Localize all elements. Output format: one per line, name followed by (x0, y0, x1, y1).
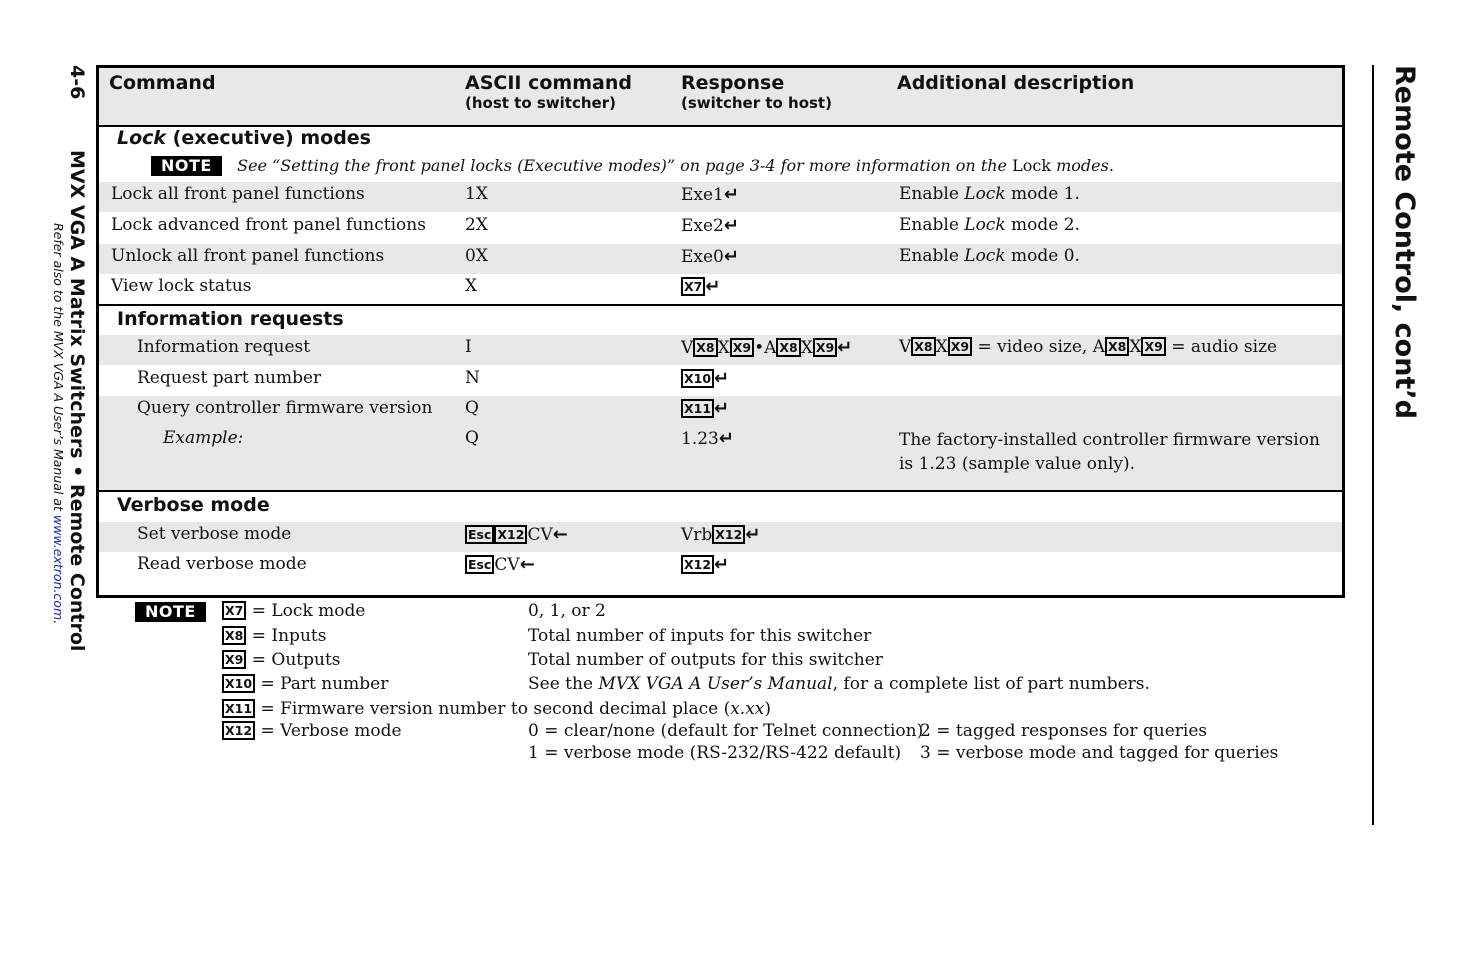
table-row: Lock all front panel functions 1X Exe1↵ Enable Lock mode 1. (99, 182, 1342, 212)
info-description: V X8 X X9 = video size, A X8 X X9 = audio size (899, 337, 1278, 357)
manual-reference: Refer also to the MVX VGA A User’s Manual at www.extron.com. (51, 223, 66, 625)
footer-item: X8 = Inputs (222, 626, 326, 646)
table-row: View lock status X X7 ↵ (111, 276, 721, 297)
return-arrow-icon: ↵ (723, 246, 739, 267)
table-row: Request part number N X10 ↵ (137, 368, 730, 389)
table-row: Query controller firmware version Q X11 ↵ Example: Q 1.23↵ The factory-installed controller firmware version is 1.23 (sample value only). (99, 396, 1342, 490)
left-arrow-icon: ← (519, 554, 535, 575)
manual-section-title: MVX VGA A Matrix Switchers • Remote Control (66, 150, 88, 652)
command-table (96, 65, 1345, 598)
section-title-lock: Lock (executive) modes (117, 127, 371, 149)
return-arrow-icon: ↵ (714, 368, 730, 389)
footer-item: X11 = Firmware version number to second decimal place (x.xx) (222, 699, 771, 719)
header-ascii: ASCII command (host to switcher) (465, 72, 632, 112)
table-row: Read verbose mode Esc CV← X12 ↵ (137, 554, 730, 575)
right-divider (1372, 65, 1374, 825)
return-arrow-icon: ↵ (714, 398, 730, 419)
left-arrow-icon: ← (552, 524, 568, 545)
return-arrow-icon: ↵ (723, 184, 739, 205)
note-badge: NOTE (151, 156, 222, 176)
section-divider (99, 304, 1342, 306)
section-divider (99, 490, 1342, 492)
footer-item: X9 = Outputs (222, 650, 341, 670)
return-arrow-icon: ↵ (745, 524, 761, 545)
table-row: Information request I V X8 X X9 •A X8 X X9 ↵ V X8 X X9 = video size, A X8 X X9 = audio size (99, 335, 1342, 365)
return-arrow-icon: ↵ (705, 276, 721, 297)
footer-note-badge: NOTE (135, 602, 206, 622)
section-title-verbose: Verbose mode (117, 494, 270, 516)
footer-item: X10 = Part number (222, 674, 388, 694)
return-arrow-icon: ↵ (837, 337, 853, 358)
lock-note: NOTE See “Setting the front panel locks (Executive modes)” on page 3-4 for more information on the Lock modes. (151, 156, 1114, 176)
footer-item: X7 = Lock mode (222, 601, 365, 621)
running-header (48, 65, 88, 685)
page-title: Remote Control, cont’d (1389, 65, 1420, 419)
return-arrow-icon: ↵ (718, 428, 734, 449)
section-title-info: Information requests (117, 308, 344, 330)
info-response: V X8 X X9 •A X8 X X9 ↵ (681, 337, 853, 358)
header-command: Command (109, 72, 216, 94)
return-arrow-icon: ↵ (723, 215, 739, 236)
header-response: Response (switcher to host) (681, 72, 832, 112)
extron-link[interactable]: www.extron.com (51, 514, 66, 621)
footer-item: X12 = Verbose mode (222, 721, 402, 741)
table-row: Lock advanced front panel functions 2X Exe2↵ Enable Lock mode 2. (111, 215, 1080, 236)
return-arrow-icon: ↵ (714, 554, 730, 575)
header-description: Additional description (897, 72, 1135, 94)
table-row: Unlock all front panel functions 0X Exe0↵ Enable Lock mode 0. (99, 244, 1342, 274)
page-number: 4-6 (66, 65, 88, 100)
table-row: Set verbose mode Esc X12 CV← Vrb X12 ↵ (99, 522, 1342, 552)
table-header (99, 68, 1342, 127)
